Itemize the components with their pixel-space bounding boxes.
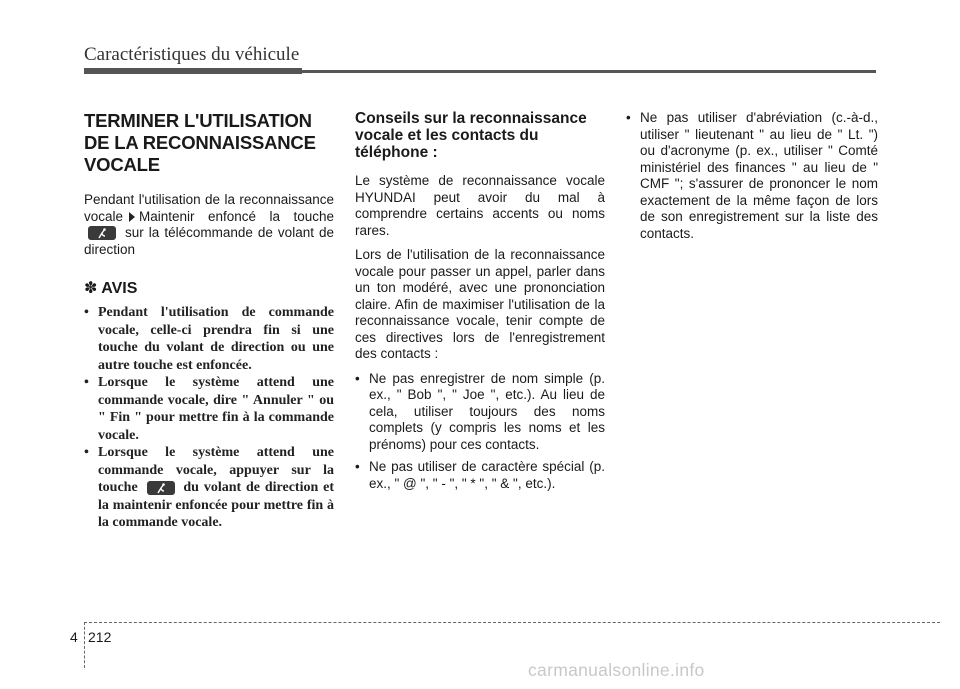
tip-item: • Ne pas utiliser d'abréviation (c.-à-d., utiliser " lieutenant " au lieu de " Lt. ") ou d'acronyme (p. ex., utiliser " Comté ministériel des finances " au lieu de " CMF "; s'assurer de prononcer le nom exactement de la même façon de lors de son enregistrement sur la liste des contacts. xyxy=(626,110,878,242)
middle-column xyxy=(355,110,605,498)
tip-item: • Ne pas utiliser de caractère spécial (p. ex., " @ ", " - ", " * ", " & ", etc.). xyxy=(355,459,605,492)
tips-guidelines-paragraph: Lors de l'utilisation de la reconnaissance vocale pour passer un appel, parler dans un ton modéré, avec une prononciation claire. Afin de maximiser l'utilisation de la reconnaissance vocale, tenir compte de ces directives lors de l'enregistrement des contacts : xyxy=(355,247,605,361)
page-number: 212 xyxy=(88,629,112,645)
footer-rule xyxy=(84,622,940,623)
notice-list xyxy=(84,304,334,532)
tip-item: • Ne pas enregistrer de nom simple (p. ex., " Bob ", " Joe ", etc.). Au lieu de cela, utiliser toujours des noms complets (y compris les noms et les prénoms) pour ces contacts. xyxy=(355,371,605,454)
watermark: carmanualsonline.info xyxy=(528,660,705,680)
notice-title: ✽ AVIS xyxy=(84,280,138,297)
notice-item: • Pendant l'utilisation de commande vocale, celle-ci prendra fin si une touche du volant de direction ou une autre touche est enfoncée. xyxy=(84,304,334,374)
end-voice-instruction: Pendant l'utilisation de la reconnaissance vocale Maintenir enfoncé la touche sur la télécommande de volant de direction xyxy=(84,192,334,257)
notice-item: • Lorsque le système attend une commande vocale, appuyer sur la touche du volant de direction et la maintenir enfoncée pour mettre fin à la commande vocale. xyxy=(84,444,334,532)
chapter-number: 4 xyxy=(70,629,78,645)
arrow-right-icon xyxy=(129,212,135,222)
voice-command-key-icon xyxy=(88,226,116,240)
right-column xyxy=(626,110,878,248)
header-rule xyxy=(84,70,876,73)
voice-command-key-icon xyxy=(147,481,175,495)
footer-divider xyxy=(84,622,85,668)
tips-intro-paragraph: Le système de reconnaissance vocale HYUNDAI peut avoir du mal à comprendre certains accents ou noms rares. xyxy=(355,173,605,238)
header-title: Caractéristiques du véhicule xyxy=(84,44,300,65)
section-title-end-voice: TERMINER L'UTILISATION DE LA RECONNAISSANCE VOCALE xyxy=(84,110,316,175)
tips-list-continued xyxy=(626,110,878,242)
tips-list xyxy=(355,371,605,493)
left-column xyxy=(84,110,334,532)
notice-item: • Lorsque le système attend une commande vocale, dire " Annuler " ou " Fin " pour mettre fin à la commande vocale. xyxy=(84,374,334,444)
section-title-tips: Conseils sur la reconnaissance vocale et les contacts du téléphone : xyxy=(355,110,587,161)
